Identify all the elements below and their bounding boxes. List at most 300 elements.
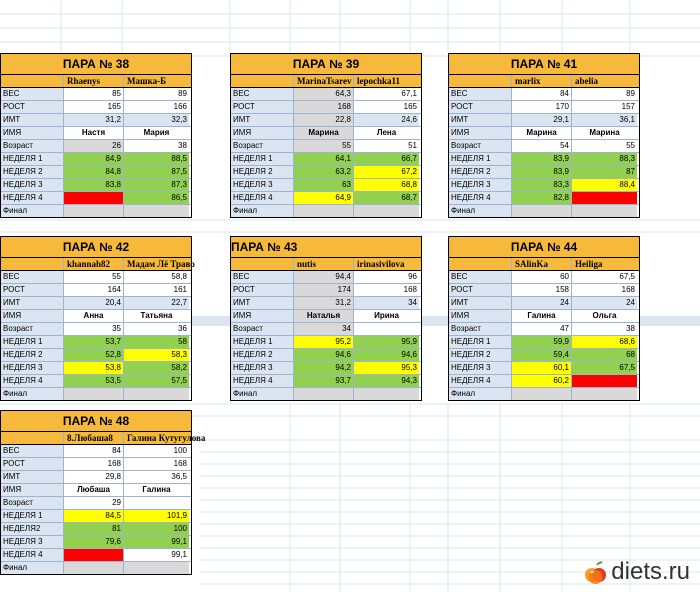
row-label: ИМТ bbox=[231, 114, 293, 126]
value-cell[interactable] bbox=[63, 388, 123, 400]
value-cell[interactable]: 168 bbox=[63, 458, 123, 470]
pair-title: ПАРА № 42 bbox=[1, 236, 191, 258]
table-row bbox=[449, 140, 639, 153]
table-row bbox=[449, 179, 639, 192]
table-row bbox=[231, 127, 421, 140]
value-cell[interactable]: 54 bbox=[511, 140, 571, 152]
value-cell[interactable] bbox=[571, 205, 637, 217]
table-row bbox=[231, 205, 421, 217]
table-row bbox=[449, 349, 639, 362]
value-cell[interactable]: 164 bbox=[63, 284, 123, 296]
value-cell[interactable]: 95,3 bbox=[353, 362, 419, 374]
table-row bbox=[449, 375, 639, 388]
value-cell[interactable]: 52,8 bbox=[63, 349, 123, 361]
value-cell[interactable]: 99,1 bbox=[123, 549, 189, 561]
names-row bbox=[231, 75, 421, 88]
value-cell[interactable]: 94,2 bbox=[293, 362, 353, 374]
row-label: РОСТ bbox=[231, 284, 293, 296]
row-label: НЕДЕЛЯ 1 bbox=[1, 510, 63, 522]
value-cell[interactable]: 47 bbox=[511, 323, 571, 335]
table-row bbox=[1, 536, 191, 549]
names-row bbox=[449, 75, 639, 88]
value-cell[interactable]: 68,6 bbox=[571, 336, 637, 348]
pair-title: ПАРА № 38 bbox=[1, 53, 191, 75]
value-cell[interactable]: 94,6 bbox=[293, 349, 353, 361]
value-cell[interactable] bbox=[353, 205, 419, 217]
row-label: РОСТ bbox=[1, 284, 63, 296]
value-cell[interactable]: 24 bbox=[511, 297, 571, 309]
table-row bbox=[231, 114, 421, 127]
row-label: НЕДЕЛЯ 3 bbox=[231, 179, 293, 191]
row-label: НЕДЕЛЯ 3 bbox=[231, 362, 293, 374]
value-cell[interactable]: 53,7 bbox=[63, 336, 123, 348]
value-cell[interactable]: 99,1 bbox=[123, 536, 189, 548]
value-cell[interactable]: 35 bbox=[63, 323, 123, 335]
row-label: ИМЯ bbox=[449, 310, 511, 322]
value-cell[interactable]: 26 bbox=[63, 140, 123, 152]
value-cell[interactable]: 67,2 bbox=[353, 166, 419, 178]
table-row bbox=[449, 166, 639, 179]
row-label: НЕДЕЛЯ 4 bbox=[449, 192, 511, 204]
value-cell[interactable]: Марина bbox=[511, 127, 571, 139]
names-row bbox=[1, 258, 195, 271]
value-cell[interactable]: 31,2 bbox=[63, 114, 123, 126]
value-cell[interactable]: 22,7 bbox=[123, 297, 189, 309]
value-cell[interactable]: 94,3 bbox=[353, 375, 419, 387]
row-label: ИМЯ bbox=[449, 127, 511, 139]
value-cell[interactable]: 84 bbox=[63, 445, 123, 457]
row-label: РОСТ bbox=[1, 458, 63, 470]
value-cell[interactable]: 55 bbox=[293, 140, 353, 152]
table-row bbox=[449, 271, 639, 284]
table-row bbox=[231, 101, 421, 114]
value-cell[interactable]: 166 bbox=[123, 101, 189, 113]
pair-title: ПАРА № 41 bbox=[449, 53, 639, 75]
value-cell[interactable]: 31,2 bbox=[293, 297, 353, 309]
row-label: ИМТ bbox=[449, 114, 511, 126]
row-label: Возраст bbox=[231, 140, 293, 152]
table-row bbox=[1, 88, 191, 101]
participant-2-nick: Heiliga bbox=[571, 258, 637, 270]
value-cell[interactable]: 38 bbox=[123, 140, 189, 152]
value-cell[interactable]: 67,5 bbox=[571, 271, 637, 283]
row-label: РОСТ bbox=[449, 101, 511, 113]
value-cell[interactable]: 87,5 bbox=[123, 166, 189, 178]
value-cell[interactable]: 58,3 bbox=[123, 349, 189, 361]
names-row bbox=[1, 432, 206, 445]
table-row bbox=[231, 88, 421, 101]
row-label: Финал bbox=[449, 388, 511, 400]
value-cell[interactable]: Настя bbox=[63, 127, 123, 139]
row-label: РОСТ bbox=[231, 101, 293, 113]
table-row bbox=[449, 88, 639, 101]
value-cell[interactable] bbox=[293, 205, 353, 217]
value-cell[interactable]: 34 bbox=[353, 297, 419, 309]
row-label: ВЕС bbox=[1, 445, 63, 457]
row-label: НЕДЕЛЯ 4 bbox=[231, 375, 293, 387]
pair-title: ПАРА № 39 bbox=[231, 53, 421, 75]
value-cell[interactable] bbox=[571, 192, 637, 204]
table-row bbox=[231, 362, 421, 375]
row-label: ИМТ bbox=[1, 114, 63, 126]
pair-title: ПАРА № 44 bbox=[449, 236, 639, 258]
value-cell[interactable]: 168 bbox=[353, 284, 419, 296]
value-cell[interactable]: 174 bbox=[293, 284, 353, 296]
value-cell[interactable]: 34 bbox=[293, 323, 353, 335]
row-label: ВЕС bbox=[1, 271, 63, 283]
row-label: НЕДЕЛЯ 1 bbox=[449, 153, 511, 165]
pair-43-table bbox=[230, 236, 422, 401]
value-cell[interactable]: 168 bbox=[293, 101, 353, 113]
value-cell[interactable]: 83,9 bbox=[511, 166, 571, 178]
row-label: Возраст bbox=[449, 140, 511, 152]
value-cell[interactable] bbox=[511, 205, 571, 217]
row-label: ВЕС bbox=[231, 88, 293, 100]
row-label: НЕДЕЛЯ 3 bbox=[1, 362, 63, 374]
value-cell[interactable]: 55 bbox=[571, 140, 637, 152]
names-row bbox=[231, 258, 421, 271]
table-row bbox=[231, 297, 421, 310]
value-cell[interactable]: 88,3 bbox=[571, 153, 637, 165]
row-label: Возраст bbox=[449, 323, 511, 335]
value-cell[interactable]: 36 bbox=[123, 323, 189, 335]
value-cell[interactable]: 60,1 bbox=[511, 362, 571, 374]
pair-48-table bbox=[0, 410, 206, 575]
value-cell[interactable]: 84,5 bbox=[63, 510, 123, 522]
table-row bbox=[1, 192, 191, 205]
table-row bbox=[231, 179, 421, 192]
row-label: НЕДЕЛЯ 2 bbox=[231, 166, 293, 178]
value-cell[interactable] bbox=[63, 192, 123, 204]
logo-text: diets.ru bbox=[611, 558, 690, 585]
pair-title: ПАРА № 43 bbox=[231, 236, 421, 258]
table-row bbox=[1, 179, 191, 192]
pair-38-table bbox=[0, 53, 192, 218]
value-cell[interactable]: 93,7 bbox=[293, 375, 353, 387]
row-label: Финал bbox=[449, 205, 511, 217]
table-row bbox=[1, 310, 191, 323]
value-cell[interactable]: 88,4 bbox=[571, 179, 637, 191]
value-cell[interactable] bbox=[123, 205, 189, 217]
value-cell[interactable] bbox=[123, 497, 189, 509]
table-row bbox=[449, 297, 639, 310]
value-cell[interactable]: 165 bbox=[353, 101, 419, 113]
row-label: ВЕС bbox=[449, 88, 511, 100]
table-row bbox=[231, 336, 421, 349]
table-row bbox=[1, 471, 191, 484]
table-row bbox=[1, 549, 191, 562]
row-label: ИМТ bbox=[231, 297, 293, 309]
value-cell[interactable] bbox=[353, 323, 419, 335]
value-cell[interactable] bbox=[123, 562, 189, 574]
value-cell[interactable]: 94,6 bbox=[353, 349, 419, 361]
value-cell[interactable]: 38 bbox=[571, 323, 637, 335]
names-row bbox=[1, 75, 191, 88]
table-row bbox=[1, 127, 191, 140]
row-label: ВЕС bbox=[449, 271, 511, 283]
row-label: НЕДЕЛЯ2 bbox=[1, 523, 63, 535]
value-cell[interactable]: Ольга bbox=[571, 310, 637, 322]
value-cell[interactable]: Марина bbox=[293, 127, 353, 139]
value-cell[interactable]: 87 bbox=[571, 166, 637, 178]
value-cell[interactable]: 58,8 bbox=[123, 271, 189, 283]
value-cell[interactable]: 84,8 bbox=[63, 166, 123, 178]
row-label: ИМТ bbox=[1, 297, 63, 309]
value-cell[interactable]: 51 bbox=[353, 140, 419, 152]
table-row bbox=[1, 153, 191, 166]
row-label: ИМТ bbox=[1, 471, 63, 483]
table-row bbox=[1, 114, 191, 127]
value-cell[interactable]: 63 bbox=[293, 179, 353, 191]
table-row bbox=[1, 562, 191, 574]
value-cell[interactable]: 94,4 bbox=[293, 271, 353, 283]
row-label: Возраст bbox=[1, 497, 63, 509]
participant-1-nick: MarinaTsarev bbox=[293, 75, 353, 87]
table-row bbox=[231, 323, 421, 336]
value-cell[interactable]: Галина bbox=[123, 484, 189, 496]
table-row bbox=[231, 375, 421, 388]
table-row bbox=[1, 101, 191, 114]
table-row bbox=[1, 140, 191, 153]
value-cell[interactable]: 68 bbox=[571, 349, 637, 361]
pair-42-table bbox=[0, 236, 195, 401]
table-row bbox=[1, 510, 191, 523]
value-cell[interactable]: 95,2 bbox=[293, 336, 353, 348]
table-row bbox=[449, 388, 639, 400]
value-cell[interactable]: 20,4 bbox=[63, 297, 123, 309]
value-cell[interactable]: 85 bbox=[63, 88, 123, 100]
table-row bbox=[1, 297, 191, 310]
table-row bbox=[231, 192, 421, 205]
value-cell[interactable]: 95,9 bbox=[353, 336, 419, 348]
value-cell[interactable]: Лена bbox=[353, 127, 419, 139]
value-cell[interactable]: 161 bbox=[123, 284, 189, 296]
row-label: НЕДЕЛЯ 1 bbox=[231, 336, 293, 348]
value-cell[interactable]: 57,5 bbox=[123, 375, 189, 387]
table-row bbox=[231, 166, 421, 179]
value-cell[interactable]: 84 bbox=[511, 88, 571, 100]
value-cell[interactable] bbox=[123, 388, 189, 400]
row-label: ИМЯ bbox=[231, 310, 293, 322]
table-row bbox=[1, 388, 191, 400]
value-cell[interactable]: 58 bbox=[123, 336, 189, 348]
participant-1-nick: SAlinKa bbox=[511, 258, 571, 270]
table-row bbox=[231, 284, 421, 297]
value-cell[interactable]: 158 bbox=[511, 284, 571, 296]
value-cell[interactable]: 165 bbox=[63, 101, 123, 113]
participant-2-nick: Галина Кутугулова bbox=[123, 432, 189, 444]
value-cell[interactable]: 22,8 bbox=[293, 114, 353, 126]
value-cell[interactable]: Ирина bbox=[353, 310, 419, 322]
table-row bbox=[449, 205, 639, 217]
participant-1-nick: 8.Любаша8 bbox=[63, 432, 123, 444]
table-row bbox=[449, 310, 639, 323]
value-cell[interactable]: 83,9 bbox=[511, 153, 571, 165]
value-cell[interactable] bbox=[63, 562, 123, 574]
row-label: НЕДЕЛЯ 3 bbox=[449, 362, 511, 374]
diets-ru-watermark bbox=[583, 558, 690, 586]
row-label: НЕДЕЛЯ 2 bbox=[449, 166, 511, 178]
row-label: ВЕС bbox=[231, 271, 293, 283]
row-label: НЕДЕЛЯ 1 bbox=[1, 336, 63, 348]
value-cell[interactable] bbox=[511, 388, 571, 400]
value-cell[interactable]: 89 bbox=[571, 88, 637, 100]
value-cell[interactable]: 170 bbox=[511, 101, 571, 113]
value-cell[interactable]: Наталья bbox=[293, 310, 353, 322]
value-cell[interactable]: 83,8 bbox=[63, 179, 123, 191]
table-row bbox=[449, 101, 639, 114]
table-row bbox=[1, 271, 191, 284]
table-row bbox=[1, 362, 191, 375]
value-cell[interactable]: 60 bbox=[511, 271, 571, 283]
row-label: НЕДЕЛЯ 2 bbox=[449, 349, 511, 361]
row-label: НЕДЕЛЯ 4 bbox=[449, 375, 511, 387]
value-cell[interactable]: 36,5 bbox=[123, 471, 189, 483]
value-cell[interactable]: 36,1 bbox=[571, 114, 637, 126]
value-cell[interactable]: 83,3 bbox=[511, 179, 571, 191]
row-label: НЕДЕЛЯ 3 bbox=[1, 536, 63, 548]
value-cell[interactable]: 29,8 bbox=[63, 471, 123, 483]
value-cell[interactable]: 24,6 bbox=[353, 114, 419, 126]
value-cell[interactable]: 100 bbox=[123, 523, 189, 535]
value-cell[interactable]: Мария bbox=[123, 127, 189, 139]
table-row bbox=[449, 362, 639, 375]
value-cell[interactable]: 87,3 bbox=[123, 179, 189, 191]
table-row bbox=[449, 192, 639, 205]
participant-1-nick: marlix bbox=[511, 75, 571, 87]
value-cell[interactable] bbox=[571, 375, 637, 387]
value-cell[interactable]: 88,5 bbox=[123, 153, 189, 165]
table-row bbox=[449, 114, 639, 127]
row-label: РОСТ bbox=[449, 284, 511, 296]
row-label: Возраст bbox=[231, 323, 293, 335]
value-cell[interactable]: 58,2 bbox=[123, 362, 189, 374]
value-cell[interactable] bbox=[571, 388, 637, 400]
value-cell[interactable] bbox=[353, 388, 419, 400]
table-row bbox=[1, 497, 191, 510]
value-cell[interactable]: 29,1 bbox=[511, 114, 571, 126]
value-cell[interactable]: 101,9 bbox=[123, 510, 189, 522]
value-cell[interactable]: 82,8 bbox=[511, 192, 571, 204]
value-cell[interactable]: 68,7 bbox=[353, 192, 419, 204]
participant-2-nick: lepochka11 bbox=[353, 75, 419, 87]
table-row bbox=[231, 388, 421, 400]
value-cell[interactable]: 64,1 bbox=[293, 153, 353, 165]
row-label: НЕДЕЛЯ 4 bbox=[1, 192, 63, 204]
value-cell[interactable]: 100 bbox=[123, 445, 189, 457]
value-cell[interactable]: 157 bbox=[571, 101, 637, 113]
table-row bbox=[231, 271, 421, 284]
row-label: НЕДЕЛЯ 3 bbox=[449, 179, 511, 191]
value-cell[interactable]: 67,1 bbox=[353, 88, 419, 100]
participant-1-nick: Rhaenys bbox=[63, 75, 123, 87]
value-cell[interactable] bbox=[293, 388, 353, 400]
row-label: Финал bbox=[1, 205, 63, 217]
row-label: ИМЯ bbox=[1, 310, 63, 322]
row-label: НЕДЕЛЯ 1 bbox=[449, 336, 511, 348]
value-cell[interactable]: 32,3 bbox=[123, 114, 189, 126]
value-cell[interactable]: 86,5 bbox=[123, 192, 189, 204]
value-cell[interactable]: Любаша bbox=[63, 484, 123, 496]
table-row bbox=[449, 336, 639, 349]
value-cell[interactable]: 67,5 bbox=[571, 362, 637, 374]
value-cell[interactable]: 59,4 bbox=[511, 349, 571, 361]
row-label: НЕДЕЛЯ 3 bbox=[1, 179, 63, 191]
row-label: НЕДЕЛЯ 1 bbox=[1, 153, 63, 165]
value-cell[interactable] bbox=[63, 205, 123, 217]
apple-icon bbox=[583, 559, 609, 585]
value-cell[interactable]: 89 bbox=[123, 88, 189, 100]
participant-2-nick: Мадам Лё Траво bbox=[123, 258, 189, 270]
participant-1-nick: khannah82 bbox=[63, 258, 123, 270]
row-label: НЕДЕЛЯ 2 bbox=[1, 166, 63, 178]
value-cell[interactable]: 168 bbox=[571, 284, 637, 296]
table-row bbox=[231, 349, 421, 362]
table-row bbox=[449, 153, 639, 166]
value-cell[interactable]: 81 bbox=[63, 523, 123, 535]
pair-title: ПАРА № 48 bbox=[1, 410, 191, 432]
value-cell[interactable] bbox=[63, 549, 123, 561]
row-label: Финал bbox=[231, 388, 293, 400]
row-label: РОСТ bbox=[1, 101, 63, 113]
value-cell[interactable]: 64,3 bbox=[293, 88, 353, 100]
value-cell[interactable]: 59,9 bbox=[511, 336, 571, 348]
value-cell[interactable]: 66,7 bbox=[353, 153, 419, 165]
participant-2-nick: irinasivilova bbox=[353, 258, 419, 270]
value-cell[interactable]: 55 bbox=[63, 271, 123, 283]
names-row bbox=[449, 258, 639, 271]
value-cell[interactable]: 60,2 bbox=[511, 375, 571, 387]
value-cell[interactable]: Анна bbox=[63, 310, 123, 322]
value-cell[interactable]: 84,9 bbox=[63, 153, 123, 165]
table-row bbox=[449, 127, 639, 140]
row-label: ИМЯ bbox=[231, 127, 293, 139]
row-label: НЕДЕЛЯ 4 bbox=[231, 192, 293, 204]
row-label: НЕДЕЛЯ 4 bbox=[1, 375, 63, 387]
table-row bbox=[1, 336, 191, 349]
pair-39-table bbox=[230, 53, 422, 218]
value-cell[interactable]: 53,8 bbox=[63, 362, 123, 374]
table-row bbox=[1, 484, 191, 497]
table-row bbox=[449, 284, 639, 297]
value-cell[interactable]: Марина bbox=[571, 127, 637, 139]
value-cell[interactable]: 53,5 bbox=[63, 375, 123, 387]
row-label: Возраст bbox=[1, 323, 63, 335]
table-row bbox=[1, 284, 191, 297]
row-label: ИМЯ bbox=[1, 127, 63, 139]
value-cell[interactable]: 64,9 bbox=[293, 192, 353, 204]
table-row bbox=[449, 323, 639, 336]
value-cell[interactable]: 68,8 bbox=[353, 179, 419, 191]
value-cell[interactable]: Татьяна bbox=[123, 310, 189, 322]
value-cell[interactable]: 24 bbox=[571, 297, 637, 309]
pair-44-table bbox=[448, 236, 640, 401]
value-cell[interactable]: Галина bbox=[511, 310, 571, 322]
table-row bbox=[231, 140, 421, 153]
table-row bbox=[231, 310, 421, 323]
table-row bbox=[1, 349, 191, 362]
value-cell[interactable]: 168 bbox=[123, 458, 189, 470]
row-label: ИМТ bbox=[449, 297, 511, 309]
row-label: Финал bbox=[1, 388, 63, 400]
value-cell[interactable]: 96 bbox=[353, 271, 419, 283]
row-label: НЕДЕЛЯ 1 bbox=[231, 153, 293, 165]
value-cell[interactable]: 63,2 bbox=[293, 166, 353, 178]
value-cell[interactable]: 79,6 bbox=[63, 536, 123, 548]
row-label: Финал bbox=[231, 205, 293, 217]
table-row bbox=[1, 205, 191, 217]
value-cell[interactable]: 29 bbox=[63, 497, 123, 509]
